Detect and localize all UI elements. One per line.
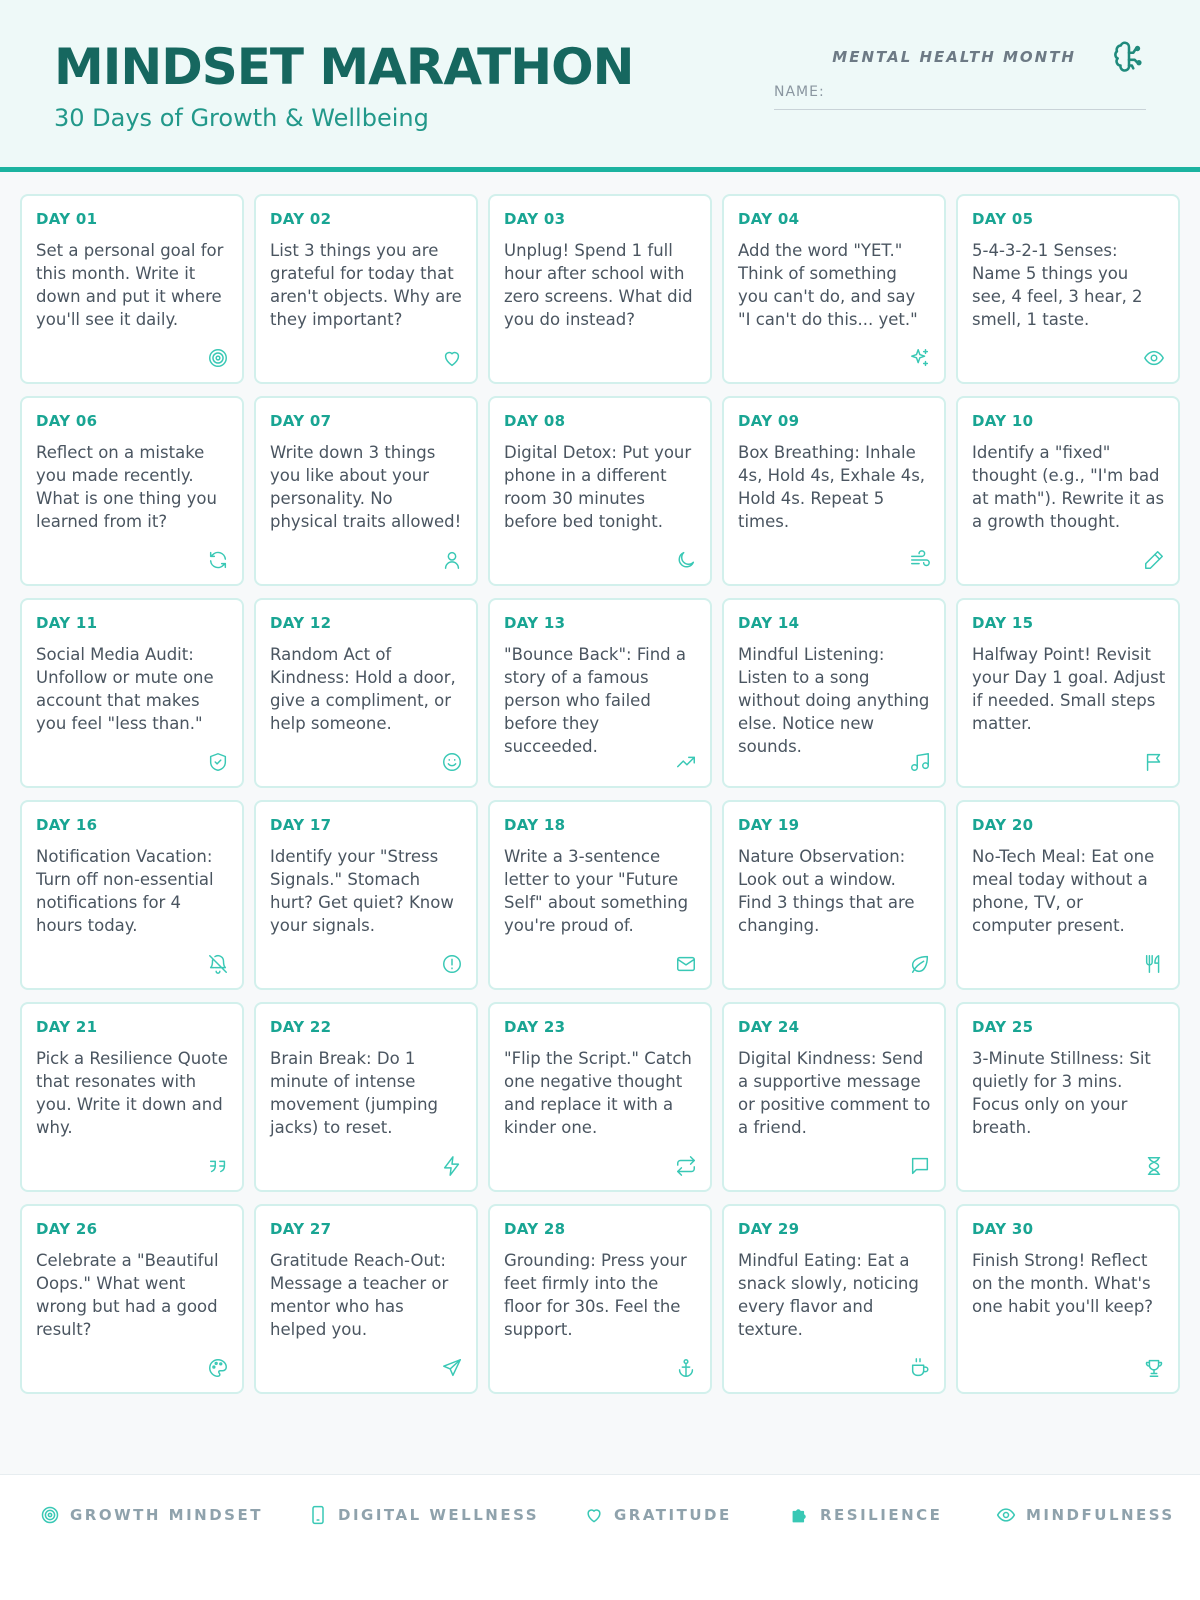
day-card: [722, 1002, 946, 1192]
music-icon: [909, 751, 931, 773]
send-icon: [441, 1357, 463, 1379]
day-card: [956, 1204, 1180, 1394]
day-task: No-Tech Meal: Eat one meal today without a phone, TV, or computer present.: [972, 847, 1155, 935]
day-card: [956, 800, 1180, 990]
puzzle-icon: [790, 1505, 810, 1525]
day-label: DAY 10: [972, 412, 1034, 430]
brain-icon: [1112, 40, 1146, 74]
day-card: [488, 800, 712, 990]
day-card: [20, 396, 244, 586]
day-card: [722, 1204, 946, 1394]
day-task: Halfway Point! Revisit your Day 1 goal. Adjust if needed. Small steps matter.: [972, 645, 1166, 733]
day-card: [20, 598, 244, 788]
day-task: Reflect on a mistake you made recently. What is one thing you learned from it?: [36, 443, 217, 531]
utensils-icon: [1143, 953, 1165, 975]
day-task: Write down 3 things you like about your personality. No physical traits allowed!: [270, 443, 462, 531]
header: [0, 0, 1200, 172]
day-card: [488, 1204, 712, 1394]
day-task: Digital Detox: Put your phone in a different room 30 minutes before bed tonight.: [504, 443, 692, 531]
palette-icon: [207, 1357, 229, 1379]
day-label: DAY 19: [738, 816, 800, 834]
phone-icon: [308, 1505, 328, 1525]
day-label: DAY 17: [270, 816, 332, 834]
hourglass-icon: [1143, 1155, 1165, 1177]
user-icon: [441, 549, 463, 571]
legend-label: GROWTH MINDSET: [70, 1506, 263, 1524]
day-label: DAY 01: [36, 210, 98, 228]
day-label: DAY 15: [972, 614, 1034, 632]
legend-item: [790, 1505, 942, 1525]
day-task: Mindful Eating: Eat a snack slowly, noticing every flavor and texture.: [738, 1251, 919, 1339]
leaf-icon: [909, 953, 931, 975]
day-task: Mindful Listening: Listen to a song without doing anything else. Notice new sounds.: [738, 645, 930, 756]
day-label: DAY 06: [36, 412, 98, 430]
day-card: [956, 1002, 1180, 1192]
page-title: MINDSET MARATHON: [54, 38, 634, 96]
day-task: Identify a "fixed" thought (e.g., "I'm bad at math"). Rewrite it as a growth thought.: [972, 443, 1165, 531]
legend-label: MINDFULNESS: [1026, 1506, 1175, 1524]
pencil-icon: [1143, 549, 1165, 571]
day-task: Write a 3-sentence letter to your "Future Self" about something you're proud of.: [504, 847, 689, 935]
day-task: Notification Vacation: Turn off non-essential notifications for 4 hours today.: [36, 847, 214, 935]
day-task: Digital Kindness: Send a supportive message or positive comment to a friend.: [738, 1049, 931, 1137]
trending-up-icon: [675, 751, 697, 773]
shield-icon: [207, 751, 229, 773]
day-label: DAY 30: [972, 1220, 1034, 1238]
day-task: Brain Break: Do 1 minute of intense movement (jumping jacks) to reset.: [270, 1049, 439, 1137]
legend-item: [40, 1505, 263, 1525]
day-task: Unplug! Spend 1 full hour after school with zero screens. What did you do instead?: [504, 241, 693, 329]
repeat-icon: [675, 1155, 697, 1177]
day-task: Social Media Audit: Unfollow or mute one account that makes you feel "less than.": [36, 645, 214, 733]
day-task: Random Act of Kindness: Hold a door, give a compliment, or help someone.: [270, 645, 456, 733]
day-task: Celebrate a "Beautiful Oops." What went wrong but had a good result?: [36, 1251, 219, 1339]
day-card: [488, 1002, 712, 1192]
day-label: DAY 27: [270, 1220, 332, 1238]
legend-item: [308, 1505, 539, 1525]
day-task: Box Breathing: Inhale 4s, Hold 4s, Exhale 4s, Hold 4s. Repeat 5 times.: [738, 443, 926, 531]
trophy-icon: [1143, 1357, 1165, 1379]
day-card: [488, 396, 712, 586]
day-label: DAY 07: [270, 412, 332, 430]
alert-circle-icon: [441, 953, 463, 975]
day-label: DAY 26: [36, 1220, 98, 1238]
day-task: Add the word "YET." Think of something you can't do, and say "I can't do this... yet.": [738, 241, 918, 329]
heart-icon: [584, 1505, 604, 1525]
day-task: Set a personal goal for this month. Write it down and put it where you'll see it daily.: [36, 241, 224, 329]
day-card: [254, 800, 478, 990]
heart-icon: [441, 347, 463, 369]
day-task: Gratitude Reach-Out: Message a teacher or mentor who has helped you.: [270, 1251, 449, 1339]
smile-icon: [441, 751, 463, 773]
day-card: [254, 1002, 478, 1192]
day-label: DAY 03: [504, 210, 566, 228]
day-task: Grounding: Press your feet firmly into the floor for 30s. Feel the support.: [504, 1251, 687, 1339]
legend-label: GRATITUDE: [614, 1506, 732, 1524]
moon-icon: [675, 549, 697, 571]
day-task: 3-Minute Stillness: Sit quietly for 3 mins. Focus only on your breath.: [972, 1049, 1151, 1137]
legend-item: [584, 1505, 732, 1525]
day-label: DAY 09: [738, 412, 800, 430]
day-label: DAY 12: [270, 614, 332, 632]
day-label: DAY 29: [738, 1220, 800, 1238]
day-task: 5-4-3-2-1 Senses: Name 5 things you see, 4 feel, 3 hear, 2 smell, 1 taste.: [972, 241, 1143, 329]
day-card: [20, 1204, 244, 1394]
day-label: DAY 04: [738, 210, 800, 228]
refresh-icon: [207, 549, 229, 571]
day-label: DAY 21: [36, 1018, 98, 1036]
day-task: Pick a Resilience Quote that resonates with you. Write it down and why.: [36, 1049, 228, 1137]
zap-icon: [441, 1155, 463, 1177]
day-card: [254, 1204, 478, 1394]
day-card: [488, 194, 712, 384]
legend-footer: [0, 1474, 1200, 1600]
day-grid: [20, 194, 1180, 1394]
day-task: "Bounce Back": Find a story of a famous person who failed before they succeeded.: [504, 645, 686, 756]
day-label: DAY 28: [504, 1220, 566, 1238]
day-task: Finish Strong! Reflect on the month. What's one habit you'll keep?: [972, 1251, 1154, 1316]
day-task: List 3 things you are grateful for today that aren't objects. Why are they important?: [270, 241, 462, 329]
quote-icon: [207, 1155, 229, 1177]
day-task: Nature Observation: Look out a window. Find 3 things that are changing.: [738, 847, 915, 935]
day-label: DAY 25: [972, 1018, 1034, 1036]
day-card: [20, 1002, 244, 1192]
day-label: DAY 13: [504, 614, 566, 632]
day-card: [722, 194, 946, 384]
day-label: DAY 14: [738, 614, 800, 632]
page-subtitle: 30 Days of Growth & Wellbeing: [54, 104, 429, 132]
message-icon: [909, 1155, 931, 1177]
day-label: DAY 22: [270, 1018, 332, 1036]
day-label: DAY 23: [504, 1018, 566, 1036]
legend-label: DIGITAL WELLNESS: [338, 1506, 540, 1524]
day-label: DAY 24: [738, 1018, 800, 1036]
day-task: Identify your "Stress Signals." Stomach hurt? Get quiet? Know your signals.: [270, 847, 454, 935]
target-icon: [207, 347, 229, 369]
legend-label: RESILIENCE: [820, 1506, 943, 1524]
day-card: [722, 598, 946, 788]
month-label: MENTAL HEALTH MONTH: [832, 48, 1076, 66]
bell-off-icon: [207, 953, 229, 975]
day-label: DAY 08: [504, 412, 566, 430]
day-card: [956, 598, 1180, 788]
day-card: [254, 598, 478, 788]
target-icon: [40, 1505, 60, 1525]
eye-icon: [996, 1505, 1016, 1525]
day-card: [956, 396, 1180, 586]
day-task: "Flip the Script." Catch one negative thought and replace it with a kinder one.: [504, 1049, 692, 1137]
day-card: [488, 598, 712, 788]
flag-icon: [1143, 751, 1165, 773]
coffee-icon: [909, 1357, 931, 1379]
day-label: DAY 16: [36, 816, 98, 834]
day-label: DAY 20: [972, 816, 1034, 834]
day-card: [722, 800, 946, 990]
day-card: [20, 800, 244, 990]
name-field[interactable]: NAME:: [774, 84, 1146, 110]
legend-item: [996, 1505, 1175, 1525]
day-label: DAY 11: [36, 614, 98, 632]
day-label: DAY 05: [972, 210, 1034, 228]
wind-icon: [909, 549, 931, 571]
day-label: DAY 02: [270, 210, 332, 228]
day-card: [956, 194, 1180, 384]
day-card: [254, 396, 478, 586]
eye-icon: [1143, 347, 1165, 369]
day-card: [20, 194, 244, 384]
day-label: DAY 18: [504, 816, 566, 834]
sparkles-icon: [909, 347, 931, 369]
day-card: [254, 194, 478, 384]
mail-icon: [675, 953, 697, 975]
anchor-icon: [675, 1357, 697, 1379]
day-card: [722, 396, 946, 586]
